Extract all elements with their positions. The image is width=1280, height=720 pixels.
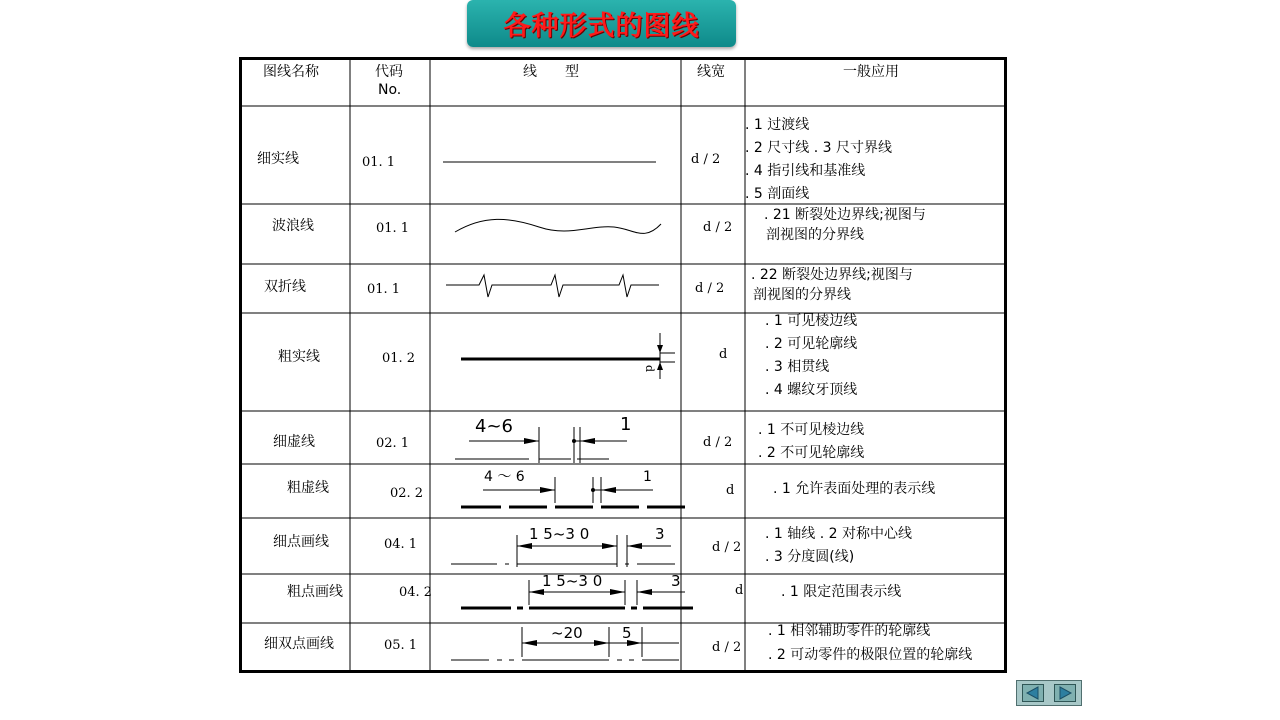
next-button[interactable] (1051, 683, 1079, 703)
row-code: 04. 1 (384, 537, 418, 552)
row-width: d / 2 (703, 435, 733, 450)
row-name: 细点画线 (273, 534, 329, 550)
row-usage-line: . 2 尺寸线 . 3 尺寸界线 (745, 140, 892, 156)
row-usage-line: . 1 过渡线 (745, 117, 810, 133)
row-width: d / 2 (712, 540, 742, 555)
thin-dot-gap-label: 3 (655, 525, 665, 543)
header-code: 代码 (375, 64, 403, 80)
row-width: d (719, 347, 728, 362)
thick-dash-gap-label: 1 (643, 469, 652, 485)
row-usage-line: . 3 相贯线 (765, 359, 830, 375)
row-width: d / 2 (712, 640, 742, 655)
row-name: 粗点画线 (287, 584, 343, 600)
row-code: 01. 1 (376, 221, 410, 236)
title-banner (467, 0, 736, 47)
row-name: 细实线 (257, 151, 299, 167)
row-usage-line: . 3 分度圆(线) (765, 549, 855, 565)
row-usage-line: 剖视图的分界线 (753, 287, 851, 303)
thick-dot-long-label: 1 5~3 0 (542, 572, 603, 590)
zigzag-line (446, 275, 659, 297)
prev-button[interactable] (1019, 683, 1047, 703)
double-dot-gap-label: 5 (622, 624, 632, 642)
row-usage-line: . 22 断裂处边界线;视图与 (751, 267, 913, 283)
thick-dash-long-label: 4 ～ 6 (484, 469, 525, 485)
slide-navigation (1016, 680, 1082, 706)
row-usage-line: . 4 指引线和基准线 (745, 163, 866, 179)
row-width: d (735, 583, 744, 598)
row-name: 双折线 (264, 279, 306, 295)
row-code: 05. 1 (384, 638, 418, 653)
row-usage-line: . 1 相邻辅助零件的轮廓线 (768, 623, 931, 639)
header-usage: 一般应用 (843, 64, 899, 80)
wavy-line (455, 219, 661, 233)
row-code: 02. 1 (376, 436, 410, 451)
thick-dot-gap-label: 3 (671, 572, 681, 590)
row-usage-line: . 5 剖面线 (745, 186, 810, 202)
header-width: 线宽 (697, 64, 725, 80)
double-dot-long-label: ~20 (551, 624, 583, 642)
row-usage-line: . 1 不可见棱边线 (758, 422, 865, 438)
prev-icon (1022, 684, 1044, 702)
row-usage-line: . 1 可见棱边线 (765, 313, 858, 329)
row-usage-line: 剖视图的分界线 (766, 227, 864, 243)
row-width: d / 2 (703, 220, 733, 235)
thin-dot-long-label: 1 5~3 0 (529, 525, 590, 543)
header-type: 线 型 (523, 64, 579, 80)
row-code: 01. 1 (367, 282, 401, 297)
header-name: 图线名称 (263, 64, 319, 80)
thin-dash-long-label: 4~6 (475, 416, 513, 437)
row-usage-line: . 1 轴线 . 2 对称中心线 (765, 526, 912, 542)
row-code: 01. 1 (362, 155, 396, 170)
row-code: 01. 2 (382, 351, 416, 366)
row-usage-line: . 2 可动零件的极限位置的轮廓线 (768, 647, 973, 663)
thick-solid-d-label: d (643, 365, 656, 373)
row-usage-line: . 1 允许表面处理的表示线 (773, 481, 936, 497)
header-code-no: No. (378, 82, 402, 98)
line-types-table (239, 57, 1007, 673)
row-usage-line: . 21 断裂处边界线;视图与 (764, 207, 926, 223)
row-name: 粗虚线 (287, 480, 329, 496)
row-width: d / 2 (691, 152, 721, 167)
row-usage-line: . 2 不可见轮廓线 (758, 445, 865, 461)
next-icon (1054, 684, 1076, 702)
page-title: 各种形式的图线 (503, 11, 700, 42)
row-name: 细双点画线 (264, 636, 334, 652)
row-name: 波浪线 (272, 218, 314, 234)
row-width: d (726, 483, 735, 498)
row-usage-line: . 1 限定范围表示线 (781, 584, 902, 600)
row-code: 04. 2 (399, 585, 433, 600)
row-width: d / 2 (695, 281, 725, 296)
row-name: 细虚线 (273, 434, 315, 450)
thin-dash-gap-label: 1 (620, 414, 632, 435)
row-usage-line: . 2 可见轮廓线 (765, 336, 858, 352)
row-name: 粗实线 (278, 349, 320, 365)
row-usage-line: . 4 螺纹牙顶线 (765, 382, 858, 398)
row-code: 02. 2 (390, 486, 424, 501)
